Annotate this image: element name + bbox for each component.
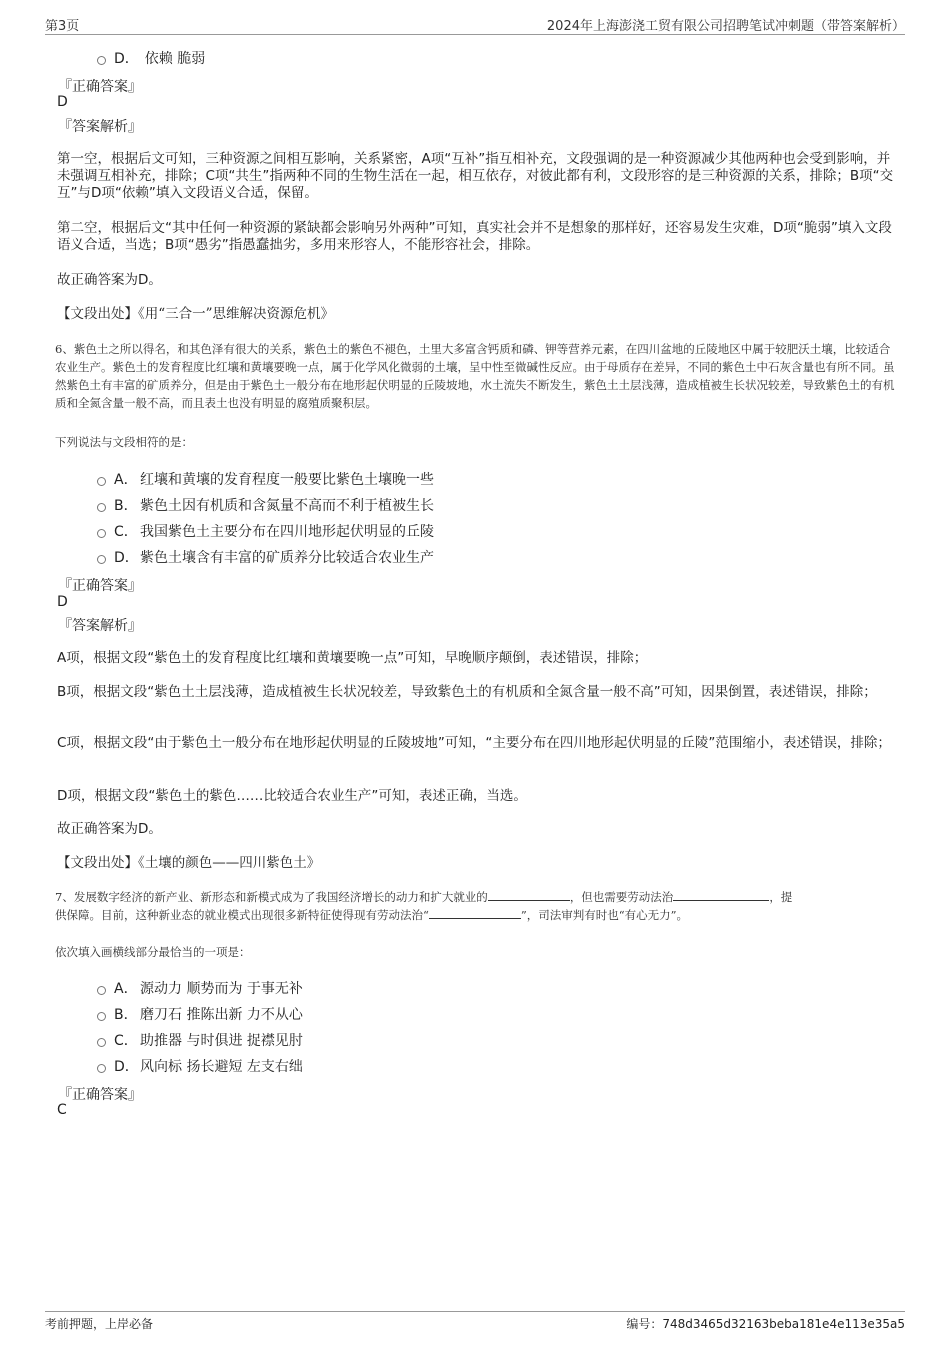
footer-code [626,1315,905,1332]
radio-icon[interactable] [97,1064,106,1073]
q6-option-b[interactable]: B． 紫色土因有机质和含氮量不高而不利于植被生长 [97,495,434,515]
source-title: 《用“三合一”思维解决资源危机》 [138,306,335,322]
footer-slogan: 考前押题，上岸必备 [45,1317,154,1331]
analysis-paragraph: D项，根据文段“紫色土的紫色……比较适合农业生产”可知，表述正确，当选。 [57,788,527,804]
analysis-label: 『答案解析』 [58,119,142,135]
fill-blank [673,888,769,901]
question-stem: 7、发展数字经济的新产业、新形态和新模式成为了我国经济增长的动力和扩大就业的 ，但也需要劳动法治 ，提 供保障。目前，这种新业态的就业模式出现很多新特征使得现有劳动法治“ ”，司法审判有时也“有心无力”。 [55,890,793,922]
radio-icon[interactable] [97,56,106,65]
analysis-paragraph: A项，根据文段“紫色土的发育程度比红壤和黄壤要晚一点”可知，早晚顺序颠倒，表述错误，排除； [57,650,648,666]
radio-icon[interactable] [97,1012,106,1021]
answer-label: 『正确答案』 [58,578,142,594]
radio-icon[interactable] [97,477,106,486]
answer-value: D [57,94,68,110]
fill-blank [429,906,521,919]
radio-icon[interactable] [97,529,106,538]
answer-value: D [57,594,68,610]
q7-option-a[interactable]: A． 源动力 顺势而为 于事无补 [97,978,303,998]
q7-option-b[interactable]: B． 磨刀石 推陈出新 力不从心 [97,1004,303,1024]
code-value: 748d3465d32163beba181e4e113e35a5 [662,1317,905,1331]
source-label: 【文段出处】 [57,855,138,871]
question-prompt: 下列说法与文段相符的是： [55,435,193,449]
analysis-label: 『答案解析』 [58,618,142,634]
analysis-paragraph: C项，根据文段“由于紫色土一般分布在地形起伏明显的丘陵坡地”可知，“主要分布在四川地形起伏明显的丘陵”范围缩小，表述错误，排除； [57,735,891,751]
analysis-paragraph: B项，根据文段“紫色土土层浅薄，造成植被生长状况较差，导致紫色土的有机质和全氮含量一般不高”可知，因果倒置，表述错误，排除； [57,684,877,700]
analysis-paragraph: 第二空，根据后文“其中任何一种资源的紧缺都会影响另外两种”可知，真实社会并不是想象的那样好，还容易发生灾难，D项“脆弱”填入文段语义合适，当选；B项“愚劣”指愚蠢拙劣，多用来形容人，不能形容社会，排除。 [57,220,892,253]
radio-icon[interactable] [97,503,106,512]
answer-value: C [57,1102,67,1118]
answer-label: 『正确答案』 [58,1087,142,1103]
q6-option-d[interactable]: D． 紫色土壤含有丰富的矿质养分比较适合农业生产 [97,547,434,567]
code-label: 编号： [626,1317,663,1331]
document-title: 2024年上海澎浇工贸有限公司招聘笔试冲刺题（带答案解析） [546,19,905,34]
answer-label: 『正确答案』 [58,79,142,95]
fill-blank [488,888,570,901]
source-title: 《土壤的颜色——四川紫色土》 [138,855,321,871]
radio-icon[interactable] [97,555,106,564]
q7-option-c[interactable]: C． 助推器 与时俱进 捉襟见肘 [97,1030,303,1050]
q6-option-c[interactable]: C． 我国紫色土主要分布在四川地形起伏明显的丘陵 [97,521,434,541]
source-line [57,306,895,323]
conclusion: 故正确答案为D。 [57,821,162,837]
radio-icon[interactable] [97,1038,106,1047]
source-label: 【文段出处】 [57,306,138,322]
question-stem: 6、紫色土之所以得名，和其色泽有很大的关系，紫色土的紫色不褪色，土里大多富含钙质和磷、钾等营养元素，在四川盆地的丘陵地区中属于较肥沃土壤，比较适合农业生产。紫色土的发育程度比红壤和黄壤要晚一点，属于化学风化微弱的土壤，呈中性至微碱性反应。由于母质存在差异，不同的紫色土中石灰含量也有所不同。虽然紫色土有丰富的矿质养分，但是由于紫色土一般分布在地形起伏明显的丘陵坡地，水土流失不断发生，紫色土土层浅薄，造成植被生长状况较差，导致紫色土的有机质和全氮含量一般不高，而且表土也没有明显的腐殖质聚积层。 [55,342,895,410]
page-number: 第3页 [45,19,80,34]
q6-option-a[interactable]: A． 红壤和黄壤的发育程度一般要比紫色土壤晚一些 [97,469,434,489]
radio-icon[interactable] [97,986,106,995]
question-prompt: 依次填入画横线部分最恰当的一项是： [55,945,251,959]
q5-option-d[interactable]: D． 依赖 脆弱 [97,48,205,68]
conclusion: 故正确答案为D。 [57,272,162,288]
q7-option-d[interactable]: D． 风向标 扬长避短 左支右绌 [97,1056,303,1076]
header-divider [45,34,905,35]
source-line [57,855,895,872]
footer-divider [45,1311,905,1312]
analysis-paragraph: 第一空，根据后文可知，三种资源之间相互影响，关系紧密，A项“互补”指互相补充，文段强调的是一种资源减少其他两种也会受到影响，并未强调互相补充，排除；C项“共生”指两种不同的生物生活在一起，相互依存，对彼此都有利，文段形容的是三种资源的关系，排除；B项“交互”与D项“依赖”填入文段语义合适，保留。 [57,151,894,201]
